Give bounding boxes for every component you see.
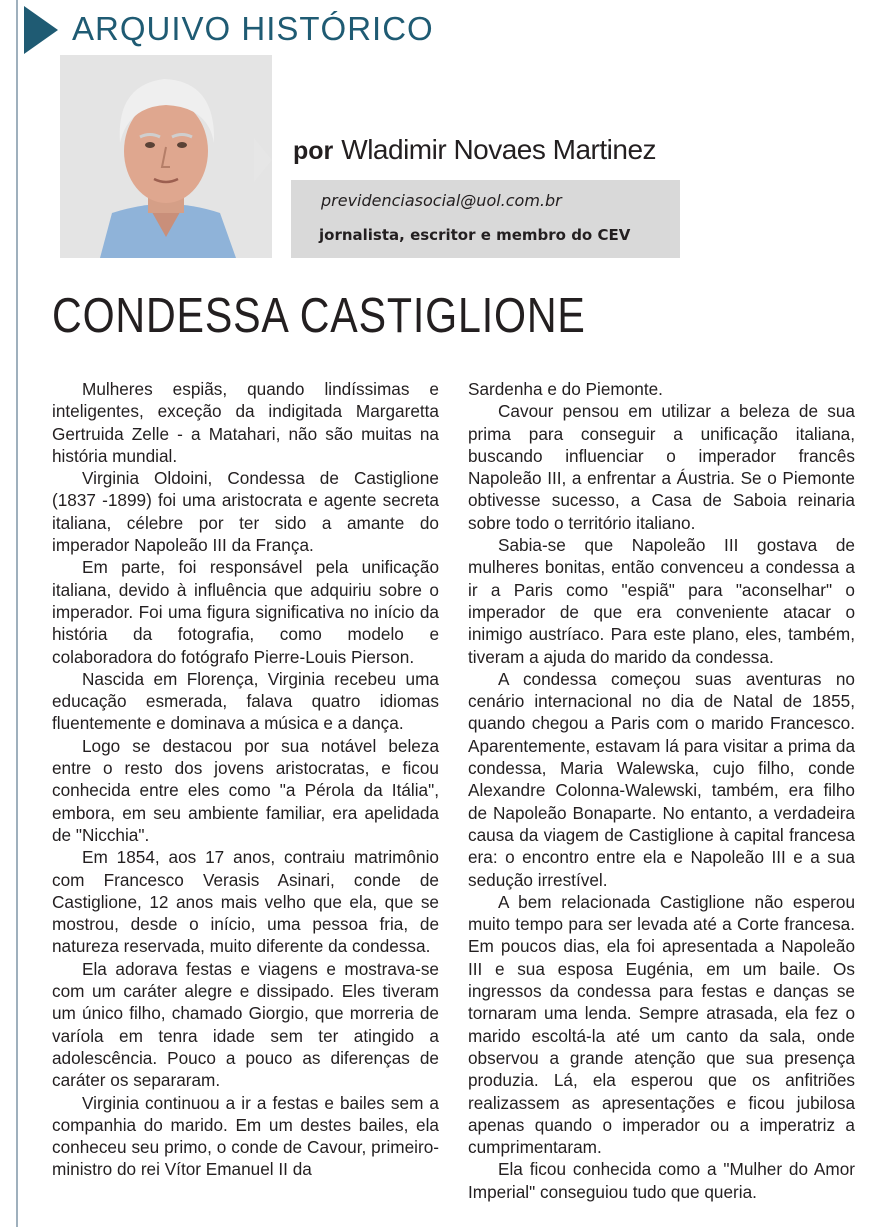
paragraph: Cavour pensou em utilizar a beleza de sua prima para conseguir a unificação italiana, buscando influenciar o imperador francês Napoleão III, a enfrentar a Áustria. Se o Piemonte obtivesse sucesso, a Casa de Saboia reinaria sobre todo o território italiano.: [468, 401, 855, 533]
paragraph: Em 1854, aos 17 anos, contraiu matrimônio com Francesco Verasis Asinari, conde de Castiglione, 12 anos mais velho que ela, que se mostrou, desde o início, uma pessoa fria, de natureza reservada, muito diferente da condessa.: [52, 847, 439, 957]
article-headline: CONDESSA CASTIGLIONE: [52, 289, 586, 343]
paragraph: Sabia-se que Napoleão III gostava de mulheres bonitas, então convenceu a condessa a ir a Paris como "espiã" para "aconselhar" o imperador de que era conveniente atacar o inimigo austríaco. Para este plano, eles, também, tiveram a ajuda do marido da condessa.: [468, 535, 855, 667]
article-column-right: [468, 378, 855, 1203]
left-margin-rule: [16, 0, 18, 1227]
paragraph: Logo se destacou por sua notável beleza entre o resto dos jovens aristocratas, e ficou conhecida entre eles como "a Pérola da Itália", embora, em seu ambiente familiar, era apelidada de "Nicchia".: [52, 735, 439, 845]
paragraph: A condessa começou suas aventuras no cenário internacional no dia de Natal de 1855, quando chegou a Paris com o marido Francesco. Aparentemente, estavam lá para visitar a prima da condessa, Maria Walewska, cujo filho, conde Alexandre Colonna-Walewski, também, era filho de Napoleão Bonaparte. No entanto, a verdadeira causa da viagem de Castiglione à capital francesa era: o encontro entre ela e Napoleão III e a sua sedução irrestível.: [468, 668, 855, 890]
photo-notch: [254, 138, 272, 182]
paragraph: Virginia Oldoini, Condessa de Castiglione (1837 -1899) foi uma aristocrata e agente secreta italiana, célebre por ter sido a amante do imperador Napoleão III da França.: [52, 468, 439, 556]
paragraph: Ela adorava festas e viagens e mostrava-se com um caráter alegre e dissipado. Eles tiveram um único filho, chamado Giorgio, que morreria de varíola em tenra idade sem ter atingido a adolescência. Pouco a pouco as diferenças de caráter os separaram.: [52, 958, 439, 1091]
paragraph: Ela ficou conhecida como a "Mulher do Amor Imperial" conseguiou tudo que queria.: [468, 1159, 855, 1202]
author-email[interactable]: previdenciasocial@uol.com.br: [321, 191, 562, 210]
author-bio: jornalista, escritor e membro do CEV: [319, 226, 631, 244]
section-arrow-icon: [24, 6, 58, 54]
author-photo: [60, 55, 272, 258]
author-info-box: [291, 180, 680, 258]
paragraph: Mulheres espiãs, quando lindíssimas e inteligentes, exceção da indigitada Margaretta Gertruida Zelle - a Matahari, não são muitas na história mundial.: [52, 379, 439, 466]
paragraph: Em parte, foi responsável pela unificação italiana, devido à influência que adquiriu sobre o imperador. Foi uma figura significativa no início da história da fotografia, como modelo e colaboradora do fotógrafo Pierre-Louis Pierson.: [52, 557, 439, 667]
paragraph: Virginia continuou a ir a festas e bailes sem a companhia do marido. Em um destes bailes, ela conheceu seu primo, o conde de Cavour, primeiro-ministro do rei Vítor Emanuel II da: [52, 1092, 439, 1180]
paragraph: A bem relacionada Castiglione não esperou muito tempo para ser levada até a Corte francesa. Em poucos dias, ela foi apresentada a Napoleão III e sua esposa Eugénia, em um baile. Os ingressos da condessa para festas e danças se tornaram uma lenda. Sempre atrasada, ela fez o marido escoltá-la até um canto da sala, onde observou a grande atenção que sua presença produzia. Lá, ela esperou que os anfitriões realizassem as apresentações e ficou jubilosa apenas quando o imperador ou a imperatriz a cumprimentaram.: [468, 891, 855, 1158]
author-name: Wladimir Novaes Martinez: [341, 134, 657, 165]
byline: [293, 134, 656, 166]
article-column-left: [52, 378, 439, 1181]
section-title: ARQUIVO HISTÓRICO: [72, 10, 434, 47]
paragraph: Nascida em Florença, Virginia recebeu uma educação esmerada, falava quatro idiomas fluentemente e dominava a música e a dança.: [52, 668, 439, 734]
byline-prefix: por: [293, 137, 334, 165]
paragraph-continuation: Sardenha e do Piemonte.: [468, 379, 663, 399]
